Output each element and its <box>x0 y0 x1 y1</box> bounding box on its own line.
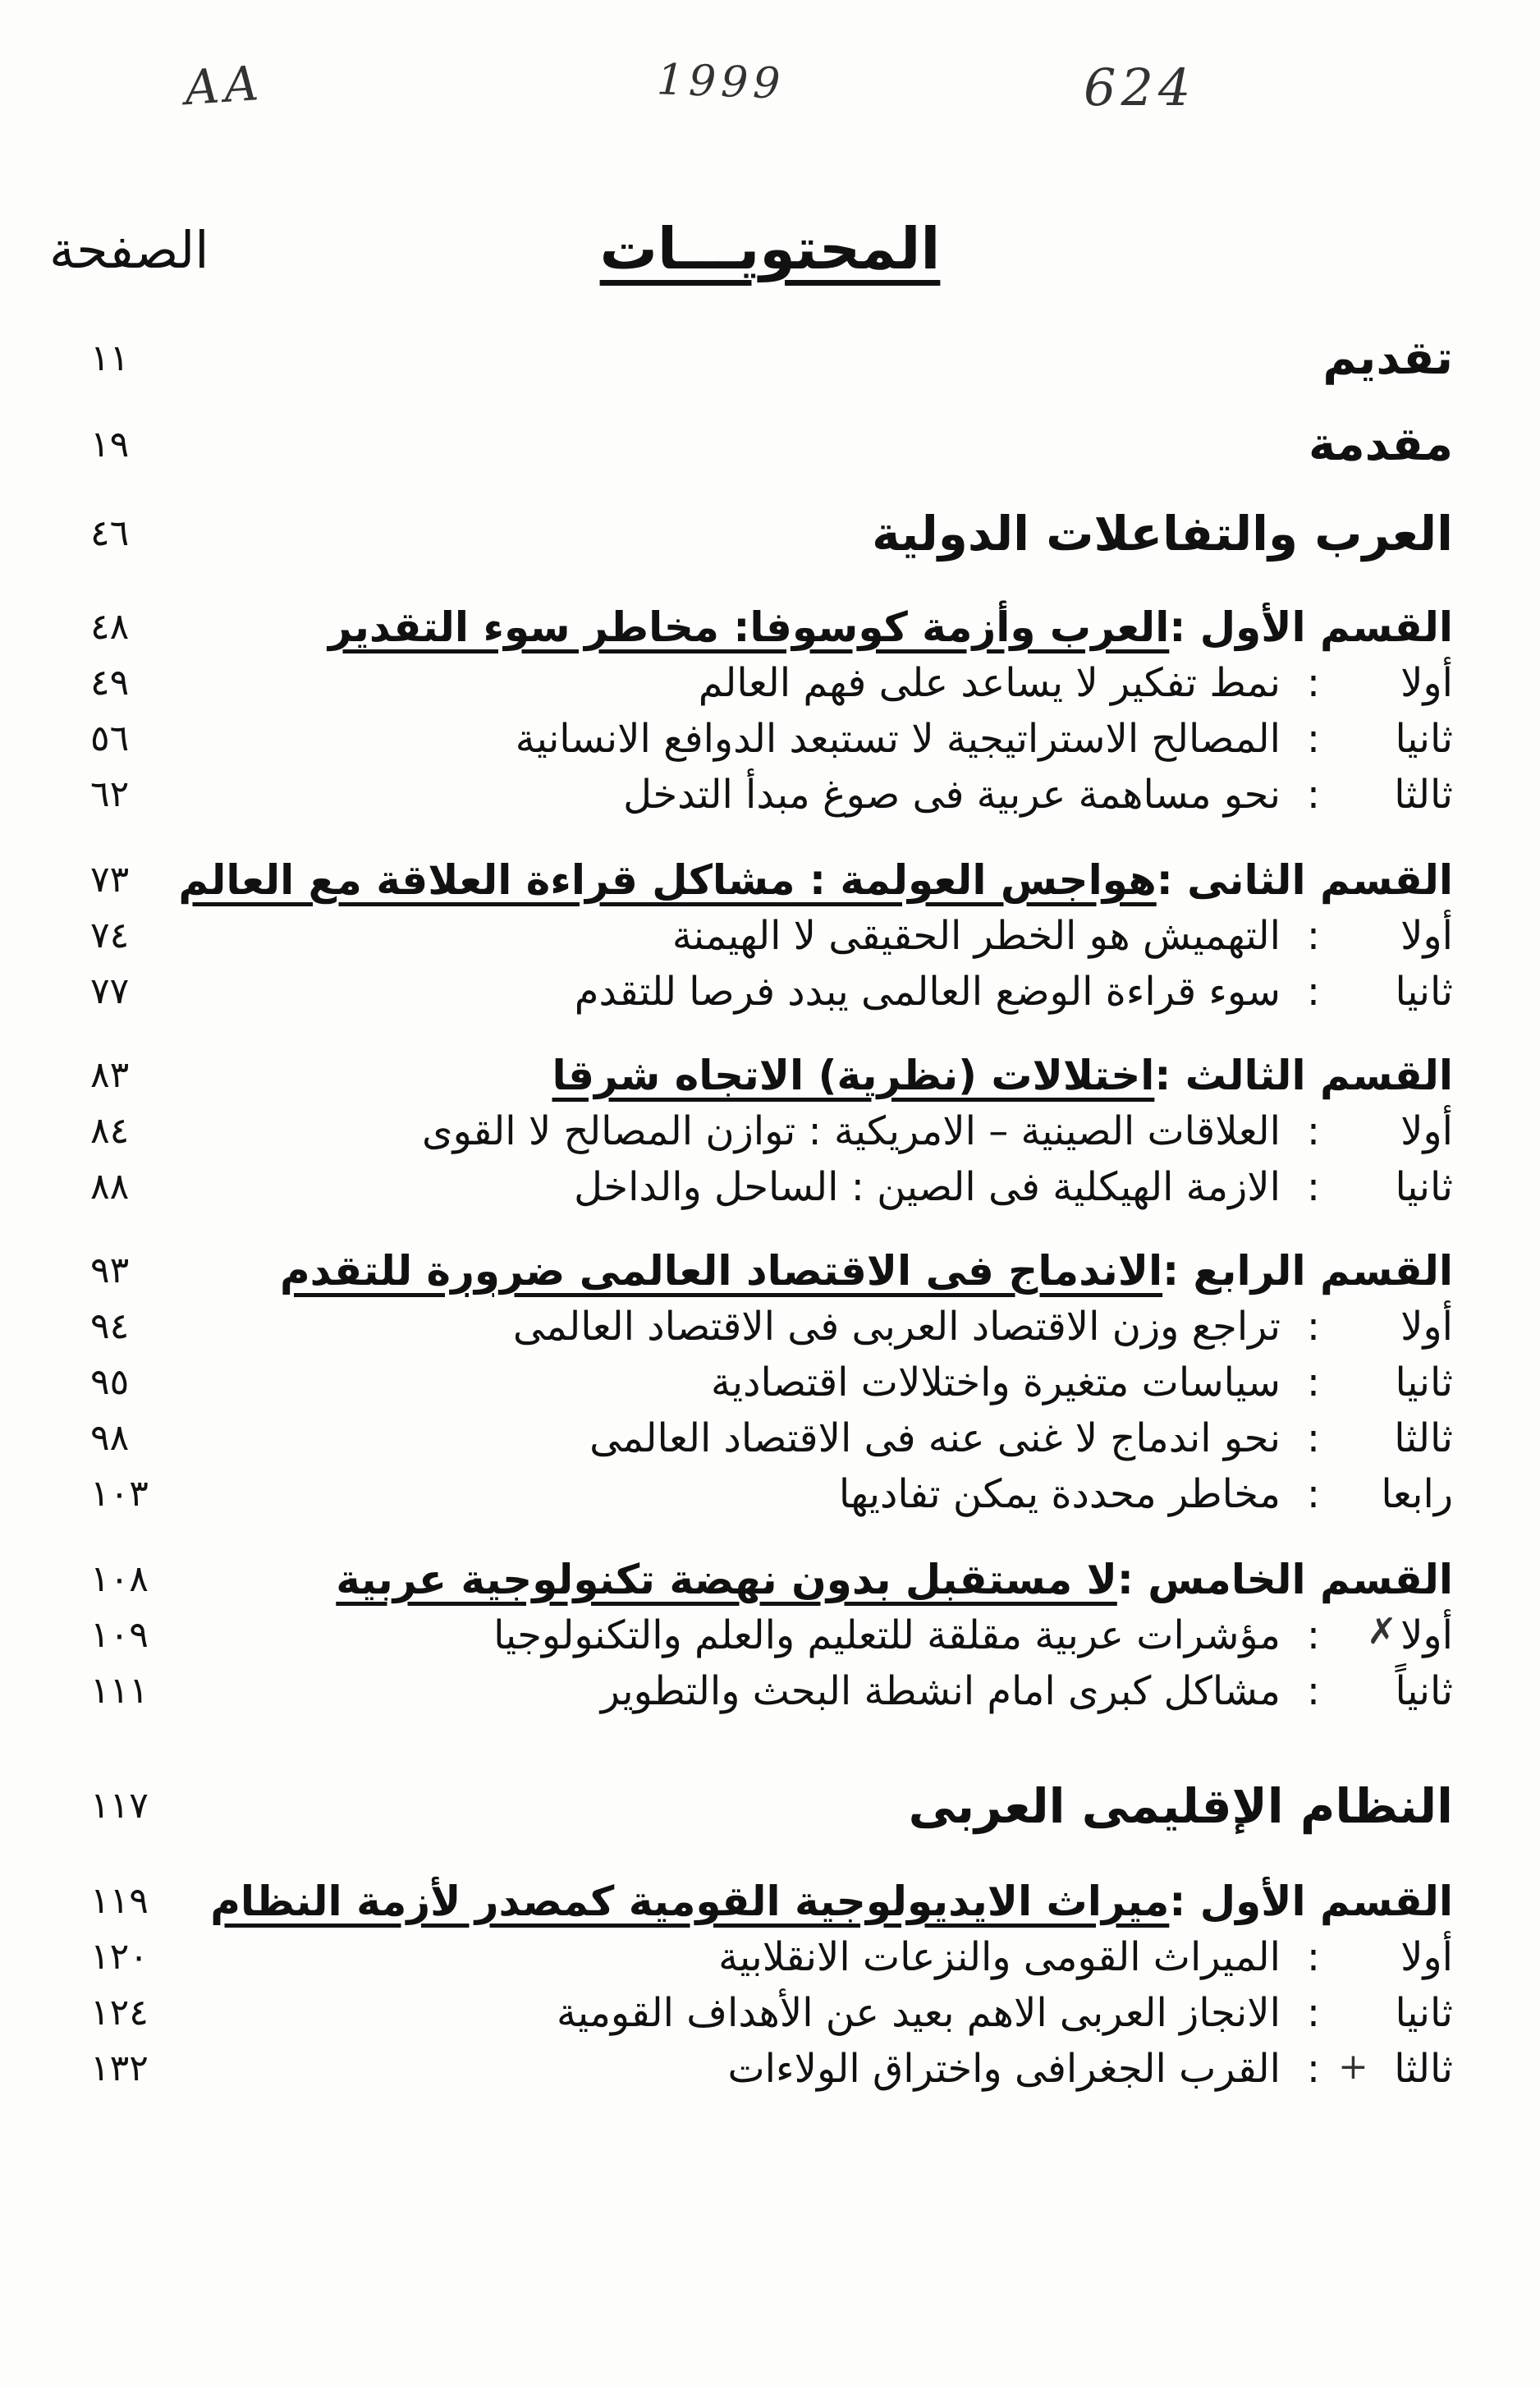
ordinal: ثالثا <box>1394 1415 1453 1461</box>
ordinal: ثالثا <box>1394 2046 1453 2092</box>
toc-subentry[interactable]: أولا:التهميش هو الخطر الحقيقى لا الهيمنة ٧٤ <box>99 910 1453 962</box>
entry-text: التهميش هو الخطر الحقيقى لا الهيمنة <box>671 913 1281 959</box>
entry-text: المصالح الاستراتيجية لا تستبعد الدوافع الانسانية <box>515 716 1281 762</box>
entry-text: سياسات متغيرة واختلالات اقتصادية <box>711 1360 1281 1405</box>
toc-part[interactable] <box>90 1553 1453 1606</box>
ordinal: ثانيا <box>1395 1164 1453 1210</box>
toc-part[interactable] <box>90 1049 1453 1102</box>
ordinal: أولا <box>1400 1934 1453 1980</box>
toc-subentry[interactable]: أولا:العلاقات الصينية – الامريكية : توازن المصالح لا القوى ٨٤ <box>99 1105 1453 1158</box>
page-number: ٤٨ <box>90 606 130 648</box>
toc-subentry[interactable]: أولا:الميراث القومى والنزعات الانقلابية ١٢٠ <box>99 1931 1453 1983</box>
ordinal: رابعا <box>1381 1471 1453 1517</box>
page-number: ٧٣ <box>90 859 130 901</box>
ordinal: ثانيا <box>1395 1990 1453 2036</box>
page-number: ٩٣ <box>90 1250 130 1291</box>
page-title: المحتويـــات <box>599 215 941 282</box>
page-number: ١١١ <box>90 1670 149 1712</box>
ordinal: ثانيا <box>1395 969 1453 1015</box>
ordinal: أولا <box>1400 1108 1453 1154</box>
part-label: القسم الخامس : <box>1116 1556 1453 1603</box>
toc-subentry[interactable]: رابعا:مخاطر محددة يمكن تفاديها ١٠٣ <box>99 1468 1453 1520</box>
toc-part[interactable] <box>90 1875 1453 1928</box>
handwritten-mark: + <box>1338 2046 1368 2088</box>
handwritten-mark: ✗ <box>1367 1611 1397 1653</box>
page-number: ٨٤ <box>90 1110 130 1152</box>
page-number: ٧٤ <box>90 915 130 956</box>
entry-text: نمط تفكير لا يساعد على فهم العالم <box>698 660 1281 706</box>
entry-text: القرب الجغرافى واختراق الولاءات <box>727 2046 1281 2092</box>
toc-subentry[interactable]: ثانياً:مشاكل كبرى امام انشطة البحث والتطوير ١١١ <box>99 1665 1453 1717</box>
entry-text: مخاطر محددة يمكن تفاديها <box>838 1471 1281 1517</box>
entry-text: تراجع وزن الاقتصاد العربى فى الاقتصاد العالمى <box>512 1304 1281 1350</box>
page-number: ١٢٠ <box>90 1936 149 1978</box>
ordinal: أولا <box>1400 913 1453 959</box>
toc-subentry[interactable]: ثالثا:نحو اندماج لا غنى عنه فى الاقتصاد العالمى ٩٨ <box>99 1412 1453 1465</box>
page-number: ١٣٢ <box>90 2047 149 2089</box>
page-number: ١٩ <box>90 424 130 465</box>
handwritten-note-1: AA <box>182 54 266 117</box>
entry-text: نحو اندماج لا غنى عنه فى الاقتصاد العالمى <box>589 1415 1281 1461</box>
entry-text: مقدمة <box>1309 418 1453 471</box>
page-number: ٤٦ <box>90 512 130 554</box>
page-number: ٦٢ <box>90 773 130 815</box>
toc-part[interactable] <box>90 854 1453 906</box>
part-label: القسم الرابع : <box>1162 1247 1453 1295</box>
page-number: ١٠٣ <box>90 1473 149 1515</box>
toc-entry-top[interactable] <box>90 332 1453 385</box>
part-title: اختلالات (نظرية) الاتجاه شرقا <box>552 1052 1155 1099</box>
part-label: القسم الثالث : <box>1154 1052 1453 1099</box>
page-number: ٩٥ <box>90 1361 130 1403</box>
ordinal: ثالثا <box>1394 772 1453 818</box>
toc-subentry[interactable]: ثانيا:المصالح الاستراتيجية لا تستبعد الدوافع الانسانية ٥٦ <box>99 713 1453 765</box>
toc-subentry[interactable]: ثانيا:سياسات متغيرة واختلالات اقتصادية ٩٥ <box>99 1356 1453 1409</box>
part-title: لا مستقبل بدون نهضة تكنولوجية عربية <box>336 1556 1117 1603</box>
page-number: ٩٤ <box>90 1305 130 1347</box>
toc-subentry[interactable]: أولا:مؤشرات عربية مقلقة للتعليم والعلم والتكنولوجيا ١٠٩ <box>99 1609 1453 1662</box>
entry-text: الميراث القومى والنزعات الانقلابية <box>718 1934 1281 1980</box>
page-number: ١٠٨ <box>90 1558 149 1600</box>
handwritten-note-2: 1999 <box>656 55 786 109</box>
toc-subentry[interactable]: ثانيا:الازمة الهيكلية فى الصين : الساحل والداخل ٨٨ <box>99 1161 1453 1213</box>
part-title: الاندماج فى الاقتصاد العالمى ضرورة للتقدم <box>280 1247 1163 1295</box>
page-number: ٨٨ <box>90 1166 130 1208</box>
part-title: ميراث الايديولوجية القومية كمصدر لأزمة النظام <box>210 1878 1170 1925</box>
page-number: ١١٧ <box>90 1785 149 1827</box>
entry-text: نحو مساهمة عربية فى صوغ مبدأ التدخل <box>623 772 1281 818</box>
entry-text: سوء قراءة الوضع العالمى يبدد فرصا للتقدم <box>574 969 1281 1015</box>
part-label: القسم الثانى : <box>1156 856 1453 904</box>
page-number: ٤٩ <box>90 662 130 704</box>
page-number: ٩٨ <box>90 1417 130 1459</box>
part-label: القسم الأول : <box>1169 1878 1453 1925</box>
entry-text: الانجاز العربى الاهم بعيد عن الأهداف القومية <box>557 1990 1281 2036</box>
toc-subentry[interactable]: أولا:نمط تفكير لا يساعد على فهم العالم ٤٩ <box>99 657 1453 709</box>
toc-subentry[interactable]: ثانيا:الانجاز العربى الاهم بعيد عن الأهداف القومية ١٢٤ <box>99 1987 1453 2039</box>
handwritten-note-3: 624 <box>1084 57 1196 117</box>
section-text: العرب والتفاعلات الدولية <box>872 506 1453 562</box>
part-title: هواجس العولمة : مشاكل قراءة العلاقة مع العالم <box>178 856 1157 904</box>
toc-part[interactable] <box>90 601 1453 653</box>
toc-subentry[interactable]: ثالثا:نحو مساهمة عربية فى صوغ مبدأ التدخل ٦٢ <box>99 768 1453 821</box>
toc-section-heading[interactable] <box>90 1778 1453 1834</box>
entry-text: مؤشرات عربية مقلقة للتعليم والعلم والتكنولوجيا <box>493 1612 1281 1658</box>
entry-text: تقديم <box>1322 332 1453 385</box>
entry-text: العلاقات الصينية – الامريكية : توازن المصالح لا القوى <box>422 1108 1281 1154</box>
toc-entry-top[interactable] <box>90 418 1453 471</box>
ordinal: ثانياً <box>1395 1668 1453 1714</box>
ordinal: ثانيا <box>1395 1360 1453 1405</box>
entry-text: الازمة الهيكلية فى الصين : الساحل والداخل <box>574 1164 1281 1210</box>
ordinal: أولا <box>1400 1304 1453 1350</box>
toc-part[interactable] <box>90 1245 1453 1297</box>
section-text: النظام الإقليمى العربى <box>908 1778 1453 1834</box>
page-column-header: الصفحة <box>49 220 209 280</box>
toc-section-heading[interactable] <box>90 506 1453 562</box>
page-number: ٧٧ <box>90 970 130 1012</box>
page-number: ١١ <box>90 337 130 379</box>
page-number: ١٠٩ <box>90 1614 149 1656</box>
part-label: القسم الأول : <box>1169 603 1453 651</box>
page-number: ١١٩ <box>90 1880 149 1922</box>
page-number: ٥٦ <box>90 718 130 759</box>
entry-text: مشاكل كبرى امام انشطة البحث والتطوير <box>600 1668 1281 1714</box>
toc-subentry[interactable]: ثالثا:القرب الجغرافى واختراق الولاءات ١٣٢ <box>99 2043 1453 2095</box>
ordinal: ثانيا <box>1395 716 1453 762</box>
page-number: ١٢٤ <box>90 1992 149 2034</box>
ordinal: أولا <box>1400 1612 1453 1658</box>
page-number: ٨٣ <box>90 1054 130 1096</box>
ordinal: أولا <box>1400 660 1453 706</box>
toc-subentry[interactable]: ثانيا:سوء قراءة الوضع العالمى يبدد فرصا للتقدم ٧٧ <box>99 965 1453 1018</box>
part-title: العرب وأزمة كوسوفا: مخاطر سوء التقدير <box>328 603 1170 651</box>
toc-subentry[interactable]: أولا:تراجع وزن الاقتصاد العربى فى الاقتصاد العالمى ٩٤ <box>99 1300 1453 1353</box>
